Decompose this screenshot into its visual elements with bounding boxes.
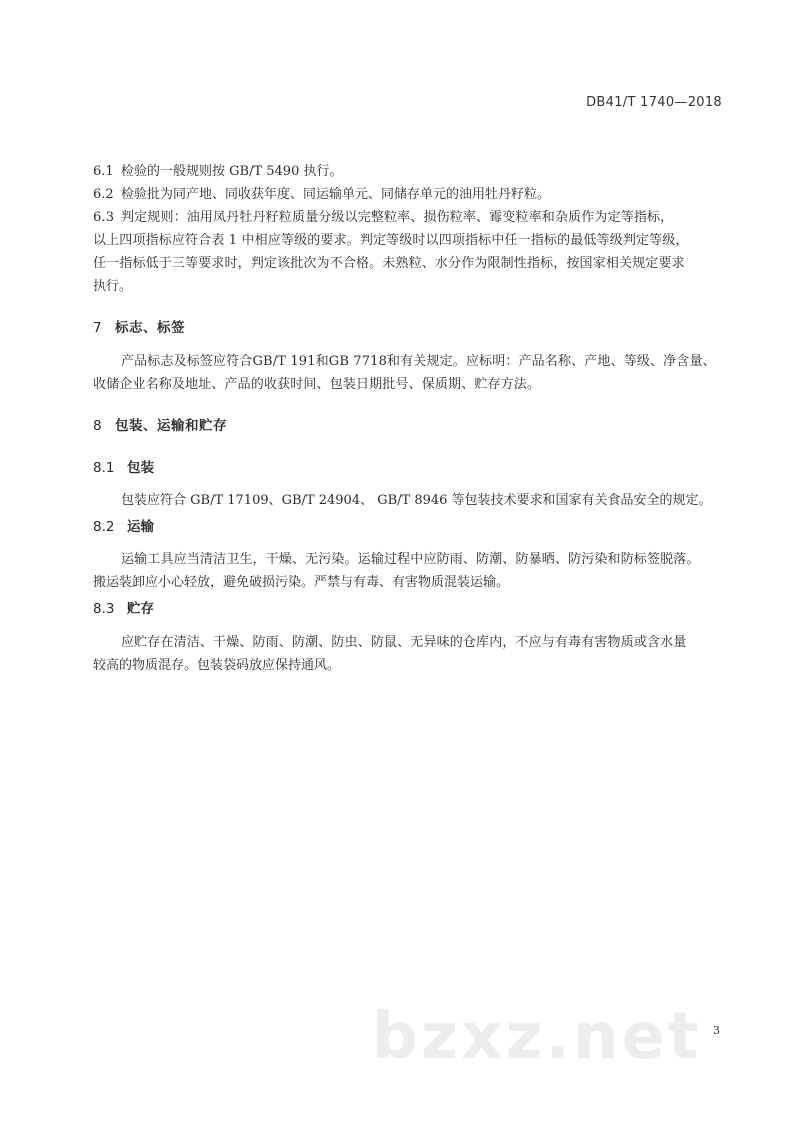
section-7-heading — [93, 319, 722, 337]
section-8-1-para: 包装应符合 GB/T 17109、GB/T 24904、 GB/T 8946 等包装技术要求和国家有关食品安全的规定。 — [121, 493, 712, 508]
clause-text: 判定规则：油用凤丹牡丹籽粒质量分级以完整粒率、损伤粒率、霉变粒率和杂质作为定等指标， — [121, 210, 674, 225]
section-title: 贮存 — [127, 601, 154, 617]
section-title: 包装、运输和贮存 — [115, 418, 227, 434]
section-8-2-heading — [93, 518, 722, 536]
clause-6-3-line-3: 任一指标低于三等要求时，判定该批次为不合格。未熟粒、水分作为限制性指标，按国家相关规定要求 — [93, 256, 685, 271]
section-8-2-para-line-1: 运输工具应当清洁卫生，干燥、无污染。运输过程中应防雨、防潮、防暴晒、防污染和防标签脱落。 — [121, 552, 700, 567]
clause-6-2 — [93, 186, 722, 204]
section-number: 8.3 — [93, 601, 115, 617]
section-8-3-para-line-1: 应贮存在清洁、干燥、防雨、防潮、防虫、防鼠、无异味的仓库内，不应与有毒有害物质或含水量 — [121, 635, 687, 650]
clause-6-3 — [93, 209, 722, 227]
clause-number: 6.3 — [93, 210, 115, 225]
section-title: 包装 — [127, 460, 154, 476]
section-number: 8 — [93, 418, 103, 434]
clause-text: 检验的一般规则按 GB/T 5490 执行。 — [121, 164, 343, 179]
section-7-para-line-2: 收储企业名称及地址、产品的收获时间、包装日期批号、保质期、贮存方法。 — [93, 377, 541, 392]
section-title: 运输 — [127, 519, 154, 535]
section-8-3-para-line-2: 较高的物质混存。包装袋码放应保持通风。 — [93, 658, 341, 673]
section-7-para-line-1: 产品标志及标签应符合GB/T 191和GB 7718和有关规定。应标明：产品名称、产地、等级、净含量、 — [121, 354, 716, 369]
section-8-3-heading — [93, 600, 722, 618]
section-title: 标志、标签 — [115, 320, 185, 336]
section-8-heading — [93, 417, 722, 435]
section-8-2-para-line-2: 搬运装卸应小心轻放，避免破损污染。严禁与有毒、有害物质混装运输。 — [93, 575, 510, 590]
clause-number: 6.1 — [93, 164, 114, 179]
section-number: 7 — [93, 320, 103, 336]
page-number: 3 — [713, 1024, 720, 1037]
section-number: 8.2 — [93, 519, 115, 535]
section-number: 8.1 — [93, 460, 115, 476]
header-rule — [88, 119, 722, 120]
standard-code: DB41/T 1740—2018 — [586, 95, 722, 110]
watermark: bzxz.net — [372, 1000, 702, 1074]
section-8-1-heading — [93, 459, 722, 477]
clause-6-3-line-4: 执行。 — [93, 279, 133, 294]
clause-6-1 — [93, 163, 722, 181]
clause-6-3-line-2: 以上四项指标应符合表 1 中相应等级的要求。判定等级时以四项指标中任一指标的最低等级判定等级， — [93, 233, 689, 248]
clause-number: 6.2 — [93, 187, 114, 202]
clause-text: 检验批为同产地、同收获年度、同运输单元、同储存单元的油用牡丹籽粒。 — [121, 187, 551, 202]
